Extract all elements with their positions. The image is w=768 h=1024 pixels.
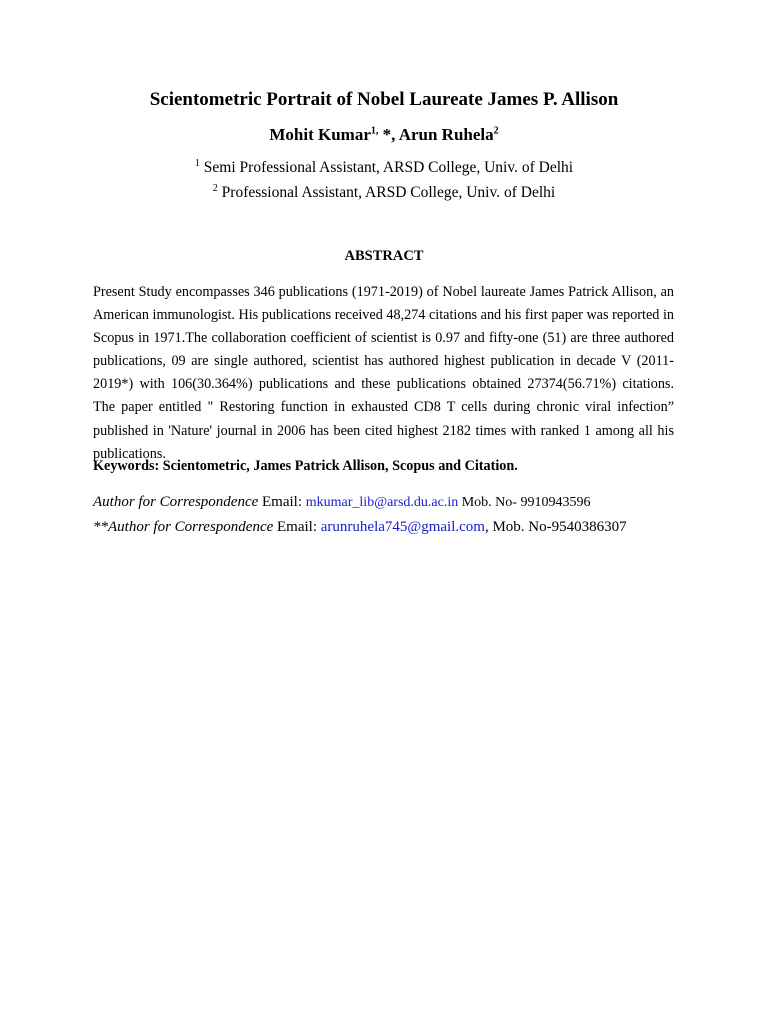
keywords-line: Keywords: Scientometric, James Patrick Allison, Scopus and Citation.	[93, 458, 518, 474]
correspondence-mobile-2: , Mob. No-9540386307	[484, 519, 627, 535]
correspondence-role-1: Author for Correspondence	[93, 494, 259, 510]
author-name-1: Mohit Kumar	[269, 125, 371, 144]
correspondence-email-label-2: Email:	[273, 519, 321, 535]
affiliation-1	[0, 158, 768, 178]
author-affil-marker-1: 1,	[370, 125, 379, 137]
correspondence-email-link-1[interactable]: mkumar_lib@arsd.du.ac.in	[305, 495, 459, 510]
abstract-heading: ABSTRACT	[344, 248, 424, 264]
affiliation-text-1: Semi Professional Assistant, ARSD College, Univ. of Delhi	[203, 159, 574, 176]
affiliation-text-2: Professional Assistant, ARSD College, Univ. of Delhi	[221, 184, 556, 201]
correspondence-line-2	[93, 517, 733, 537]
affiliation-number-1: 1	[194, 157, 200, 169]
correspondence-role-2: **Author for Correspondence	[93, 519, 274, 535]
author-affil-marker-2: 2	[493, 125, 499, 137]
correspondence-line-1	[93, 492, 733, 513]
author-name-2: Arun Ruhela	[398, 125, 494, 144]
affiliation-number-2: 2	[212, 182, 218, 194]
correspondence-email-link-2[interactable]: arunruhela745@gmail.com	[320, 519, 485, 535]
correspondence-email-label-1: Email:	[258, 494, 306, 510]
correspondence-mobile-1: Mob. No- 9910943596	[458, 495, 591, 510]
affiliation-2	[0, 183, 768, 203]
paper-title: Scientometric Portrait of Nobel Laureate James P. Allison	[149, 89, 619, 110]
author-line	[0, 124, 768, 146]
author-separator: *,	[378, 125, 399, 144]
abstract-text: Present Study encompasses 346 publications (1971-2019) of Nobel laureate James Patrick Allison, an American immunologist. His publications received 48,274 citations and his first paper was reported in Scopus in 1971.The collaboration coefficient of scientist is 0.97 and fifty-one (51) are three authored publications, 09 are single authored, scientist has authored highest publication in decade V (2011-2019*) with 106(30.364%) publications and these publications obtained 27374(56.71%) citations. The paper entitled " Restoring function in exhausted CD8 T cells during chronic viral infection” published in 'Nature' journal in 2006 has been cited highest 2182 times with ranked 1 among all his publications.	[93, 284, 674, 462]
